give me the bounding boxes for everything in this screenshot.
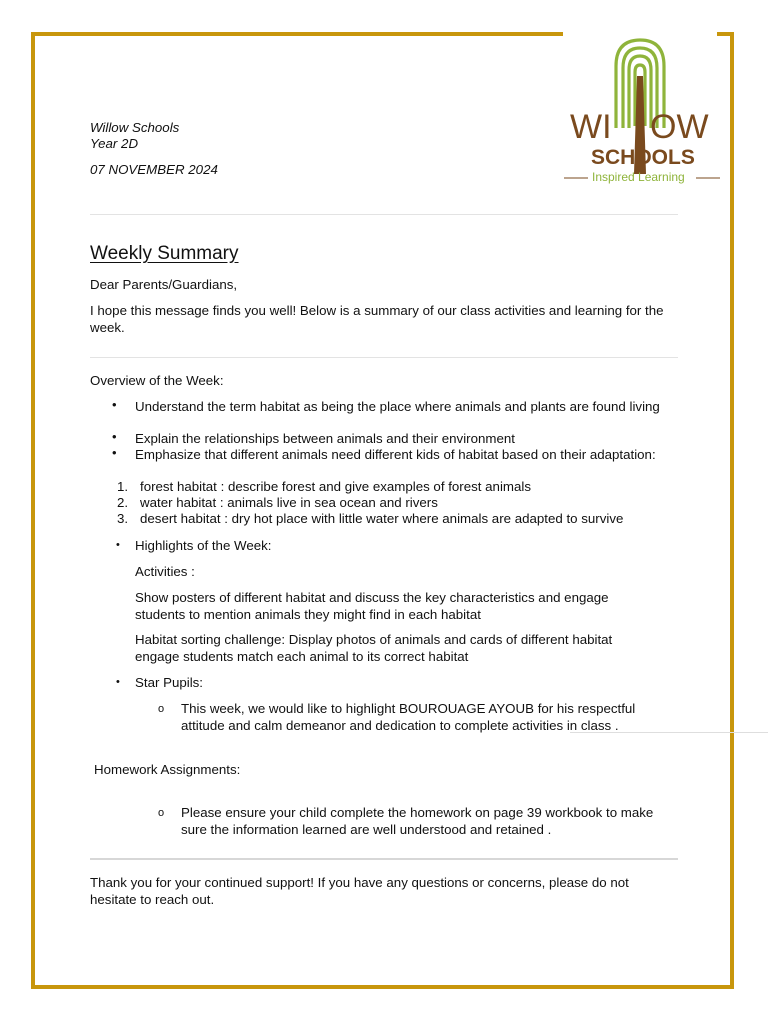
school-name: Willow Schools: [90, 120, 180, 135]
star-pupil-text: This week, we would like to highlight BOUROUAGE AYOUB for his respectful attitude and calm demeanor and dedication to complete activities in class .: [181, 701, 636, 734]
list-number: 2.: [117, 495, 129, 510]
divider: [90, 858, 678, 860]
class-name: Year 2D: [90, 136, 139, 151]
activity-description: Show posters of different habitat and discuss the key characteristics and engage students to mention animals they might find in each habitat: [135, 590, 609, 623]
habitat-item: water habitat : animals live in sea ocean and rivers: [140, 495, 438, 510]
svg-text:OW: OW: [650, 108, 709, 146]
circle-bullet: o: [158, 807, 165, 819]
overview-heading: Overview of the Week:: [90, 373, 224, 388]
intro-paragraph: I hope this message finds you well! Below is a summary of our class activities and learning for the week.: [90, 303, 664, 336]
overview-item: Explain the relationships between animals and their environment: [135, 431, 515, 446]
bullet: •: [112, 397, 117, 412]
stray-line: [570, 732, 768, 733]
bullet: •: [112, 445, 117, 460]
habitat-item: forest habitat : describe forest and give examples of forest animals: [140, 479, 531, 494]
overview-item: Understand the term habitat as being the place where animals and plants are found living: [135, 399, 660, 414]
list-number: 3.: [117, 511, 129, 526]
circle-bullet: o: [158, 703, 165, 715]
overview-item: Emphasize that different animals need different kids of habitat based on their adaptation:: [135, 447, 656, 462]
homework-heading: Homework Assignments:: [94, 762, 241, 777]
homework-text: Please ensure your child complete the homework on page 39 workbook to make sure the information learned are well understood and retained .: [181, 805, 654, 838]
habitat-item: desert habitat : dry hot place with little water where animals are adapted to survive: [140, 511, 624, 526]
willow-schools-logo: [562, 36, 722, 186]
svg-text:WI: WI: [570, 108, 612, 146]
closing-paragraph: Thank you for your continued support! If you have any questions or concerns, please do not hesitate to reach out.: [90, 875, 629, 908]
highlights-heading: Highlights of the Week:: [135, 538, 272, 553]
svg-text:SCHOOLS: SCHOOLS: [591, 146, 695, 169]
star-pupils-heading: Star Pupils:: [135, 675, 203, 690]
activity-description: Habitat sorting challenge: Display photos of animals and cards of different habitat engage students match each animal to its correct habitat: [135, 632, 613, 665]
bullet: •: [116, 539, 120, 551]
page-title: Weekly Summary: [90, 243, 239, 264]
letter-date: 07 NOVEMBER 2024: [90, 162, 218, 177]
bullet: •: [112, 429, 117, 444]
divider: [90, 214, 678, 215]
svg-text:Inspired Learning: Inspired Learning: [592, 170, 685, 184]
divider: [90, 357, 678, 358]
activities-label: Activities :: [135, 564, 195, 579]
list-number: 1.: [117, 479, 129, 494]
bullet: •: [116, 676, 120, 688]
greeting: Dear Parents/Guardians,: [90, 277, 238, 292]
